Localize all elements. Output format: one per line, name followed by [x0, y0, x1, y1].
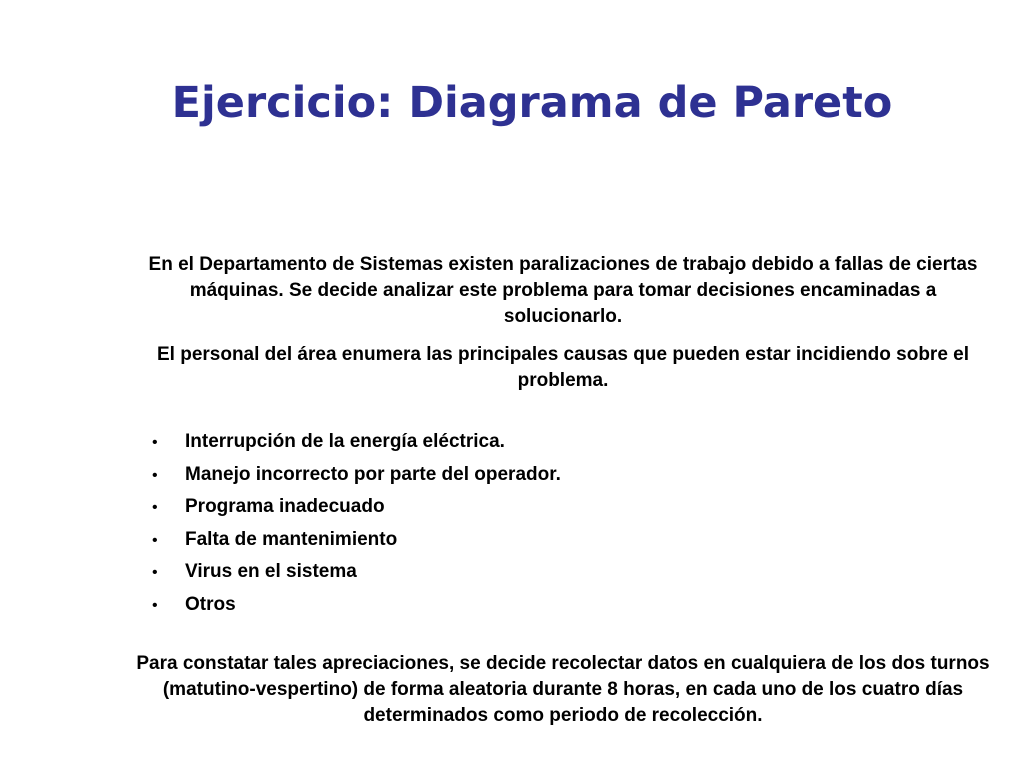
- list-item-text: Programa inadecuado: [185, 496, 385, 517]
- list-item-text: Manejo incorrecto por parte del operador.: [185, 463, 561, 485]
- list-item: [152, 556, 561, 589]
- causes-list: [152, 426, 561, 621]
- list-item: [152, 524, 561, 557]
- bullet-icon: •: [152, 466, 158, 484]
- bullet-icon: •: [152, 531, 158, 549]
- list-item-text: Otros: [185, 593, 236, 615]
- bullet-icon: •: [152, 564, 158, 581]
- list-item: [152, 459, 561, 492]
- bullet-icon: •: [152, 596, 158, 614]
- list-item-text: Interrupción de la energía eléctrica.: [185, 431, 505, 452]
- causes-intro-paragraph: El personal del área enumera las principales causas que pueden estar incidiendo sobre el problema.: [156, 344, 970, 391]
- bullet-icon: •: [152, 434, 158, 451]
- list-item-text: Falta de mantenimiento: [185, 528, 398, 550]
- slide-title: Ejercicio: Diagrama de Pareto: [171, 78, 893, 128]
- bullet-icon: •: [152, 499, 158, 516]
- list-item: [152, 426, 561, 459]
- list-item-text: Virus en el sistema: [185, 561, 357, 582]
- data-collection-paragraph: Para constatar tales apreciaciones, se decide recolectar datos en cualquiera de los dos turnos (matutino-vespertino) de forma aleatoria durante 8 horas, en cada uno de los cuatro días determinados como periodo de recolección.: [136, 653, 990, 726]
- intro-paragraph: En el Departamento de Sistemas existen paralizaciones de trabajo debido a fallas de ciertas máquinas. Se decide analizar este problema para tomar decisiones encaminadas a solucionarlo.: [148, 254, 978, 327]
- list-item: [152, 589, 561, 622]
- list-item: [152, 491, 561, 524]
